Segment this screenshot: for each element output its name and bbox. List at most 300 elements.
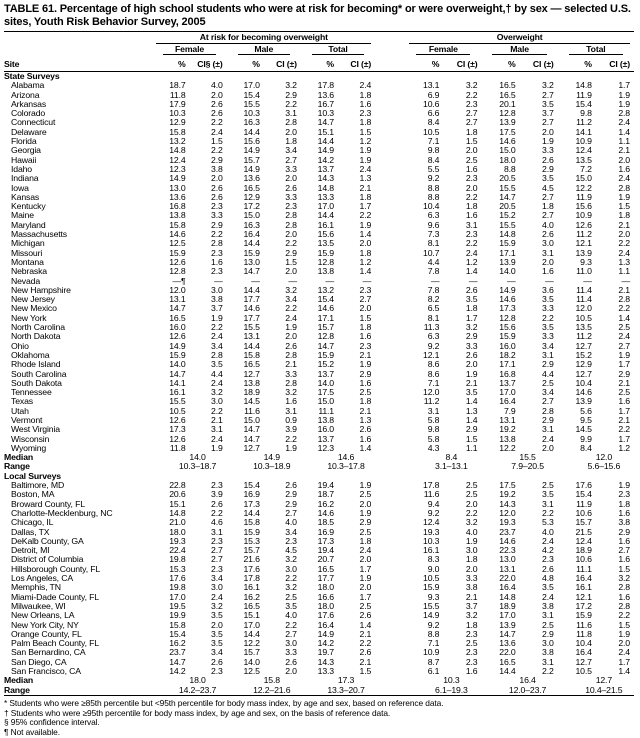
value-cell: 14.7	[499, 191, 516, 202]
value-cell: 1.8	[465, 303, 478, 314]
value-cell: 17.2	[243, 201, 260, 212]
value-cell: 10.7	[423, 247, 440, 258]
value-cell: 22.0	[499, 647, 516, 658]
value-cell: 16.4	[499, 396, 516, 407]
value-cell: 2.2	[465, 238, 478, 249]
table-row	[4, 667, 634, 676]
value-cell: 10.9	[423, 647, 440, 658]
value-cell: 1.8	[285, 136, 297, 147]
value-cell: 2.2	[285, 238, 297, 249]
value-cell: 7.1	[427, 377, 440, 388]
value-cell: 2.8	[618, 600, 630, 611]
value-cell: 2.7	[542, 191, 554, 202]
value-cell: 14.7	[317, 117, 334, 128]
value-cell: 14.4	[243, 628, 260, 639]
value-cell: 15.5	[243, 322, 260, 333]
value-cell: 3.5	[542, 294, 554, 305]
value-cell: 15.2	[317, 359, 334, 370]
value-cell: 2.2	[465, 191, 478, 202]
value-cell: 9.8	[427, 145, 440, 156]
value-cell: 17.6	[243, 563, 260, 574]
value-cell: 6.5	[427, 303, 440, 314]
spacer-cell	[375, 425, 405, 434]
value-cell: 12.9	[169, 117, 186, 128]
value-cell: —	[621, 275, 630, 286]
value-cell: 2.6	[211, 498, 223, 509]
value-cell: 2.3	[465, 647, 478, 658]
value-cell: 18.9	[575, 545, 592, 556]
value-cell: 12.1	[423, 349, 440, 360]
value-cell: 2.2	[211, 145, 223, 156]
table-row	[4, 444, 634, 453]
value-cell: 1.7	[618, 433, 630, 444]
spacer-cell	[375, 184, 405, 193]
value-cell: 19.3	[169, 535, 186, 546]
value-cell: 14.6	[169, 229, 186, 240]
value-cell: 3.8	[618, 517, 630, 528]
value-cell: 12.7	[243, 442, 260, 453]
site-cell: Baltimore, MD	[11, 480, 65, 491]
value-cell: 3.2	[465, 80, 478, 91]
value-cell: 11.8	[169, 89, 186, 100]
value-cell: 14.4	[243, 507, 260, 518]
spacer-cell	[375, 286, 405, 295]
spacer-cell	[375, 91, 405, 100]
value-cell: 3.2	[542, 80, 554, 91]
value-cell: 16.3	[243, 219, 260, 230]
value-cell: 2.4	[618, 247, 630, 258]
value-cell: 13.6	[499, 638, 516, 649]
spacer-cell	[375, 630, 405, 639]
value-cell: 3.2	[285, 554, 297, 565]
value-cell: 4.6	[211, 517, 223, 528]
value-cell: 3.2	[465, 322, 478, 333]
value-cell: 17.3	[169, 424, 186, 435]
value-cell: 17.5	[499, 126, 516, 137]
value-cell: 3.8	[542, 600, 554, 611]
spacer-cell	[375, 686, 405, 696]
value-cell: 17.6	[169, 573, 186, 584]
site-cell: Wyoming	[11, 442, 47, 453]
site-cell: Alabama	[11, 80, 45, 91]
value-cell: 1.5	[285, 256, 297, 267]
value-cell: 6.3	[427, 331, 440, 342]
value-cell: 12.6	[169, 256, 186, 267]
value-cell: 1.9	[465, 535, 478, 546]
value-cell: 2.8	[285, 117, 297, 128]
value-cell: 2.3	[359, 340, 372, 351]
value-cell: 2.7	[285, 507, 297, 518]
value-cell: 10.6	[423, 98, 440, 109]
value-cell: 1.4	[465, 266, 478, 277]
value-cell: 23.7	[169, 647, 186, 658]
value-cell: 15.7	[317, 322, 334, 333]
value-cell: 2.9	[542, 628, 554, 639]
site-cell: Wisconsin	[11, 433, 50, 444]
value-cell: 14.0	[317, 377, 334, 388]
value-cell: 17.3	[317, 535, 334, 546]
value-cell: 1.8	[465, 619, 478, 630]
value-cell: 16.1	[243, 582, 260, 593]
value-cell: 3.3	[542, 145, 554, 156]
value-cell: 14.7	[243, 424, 260, 435]
value-cell: 3.2	[285, 582, 297, 593]
value-cell: 1.9	[359, 573, 372, 584]
value-cell: 14.6	[499, 535, 516, 546]
spacer-cell	[375, 146, 405, 155]
value-cell: 12.6	[169, 414, 186, 425]
value-cell: 2.2	[285, 303, 297, 314]
value-cell: 2.9	[542, 359, 554, 370]
value-cell: 2.7	[542, 210, 554, 221]
value-cell: 11.6	[423, 489, 440, 500]
value-cell: 15.7	[243, 154, 260, 165]
value-cell: 8.1	[427, 312, 440, 323]
value-cell: 1.6	[465, 666, 478, 676]
value-cell: 16.4	[317, 619, 334, 630]
value-cell: 18.2	[499, 349, 516, 360]
value-cell: 2.3	[211, 563, 223, 574]
value-cell: 17.3	[337, 675, 355, 686]
value-cell: 9.2	[427, 619, 440, 630]
value-cell: 2.3	[211, 666, 223, 676]
value-cell: 16.6	[317, 591, 334, 602]
value-cell: 15.1	[169, 498, 186, 509]
value-cell: 10.9	[575, 210, 592, 221]
value-cell: 1.4	[359, 442, 372, 453]
site-cell: San Bernardino, CA	[11, 647, 86, 658]
value-cell: 1.1	[618, 266, 630, 277]
value-cell: 3.3	[285, 368, 297, 379]
site-cell: Massachusetts	[11, 229, 67, 240]
value-cell: 4.2	[542, 545, 554, 556]
value-cell: 3.4	[542, 387, 554, 398]
value-cell: 2.7	[465, 108, 478, 119]
footnote-ci: § 95% confidence interval.	[4, 717, 100, 728]
value-cell: 12.0–23.7	[508, 684, 547, 695]
value-cell: 2.1	[359, 628, 372, 639]
site-cell: New Hampshire	[11, 284, 71, 295]
value-cell: 3.1	[285, 108, 297, 119]
value-cell: 2.5	[465, 480, 478, 491]
value-cell: 13.2	[317, 284, 334, 295]
value-cell: 3.5	[211, 359, 223, 370]
stat-label: Median	[4, 675, 34, 686]
value-cell: 1.3	[618, 256, 630, 267]
value-cell: 1.9	[618, 628, 630, 639]
value-cell: 10.3–18.9	[253, 461, 291, 472]
value-cell: 16.5	[317, 563, 334, 574]
value-cell: 22.3	[499, 545, 516, 556]
value-cell: 1.9	[211, 312, 223, 323]
value-cell: 15.6	[575, 201, 592, 212]
value-cell: 3.9	[211, 489, 223, 500]
value-cell: 1.6	[542, 266, 554, 277]
value-cell: 2.4	[211, 433, 223, 444]
value-cell: 2.4	[211, 126, 223, 137]
value-cell: 14.7	[317, 340, 334, 351]
spacer-cell	[375, 156, 405, 165]
value-cell: 3.7	[211, 303, 223, 314]
value-cell: 2.9	[359, 517, 372, 528]
value-cell: 16.5	[499, 89, 516, 100]
value-cell: 12.7	[595, 675, 612, 686]
value-cell: 14.6	[317, 303, 334, 314]
value-cell: 14.7	[169, 368, 186, 379]
value-cell: 4.4	[211, 368, 223, 379]
site-cell: North Dakota	[11, 331, 61, 342]
value-cell: 13.8	[499, 433, 516, 444]
value-cell: 23.7	[499, 526, 516, 537]
value-cell: 3.0	[285, 638, 297, 649]
value-cell: 1.4	[618, 312, 630, 323]
footnote-overweight-definition: † Students who were ≥95th percentile for body mass index, by age and sex, on the basis of reference data.	[4, 707, 391, 718]
value-cell: 2.4	[359, 80, 372, 91]
ci-header: CI (±)	[596, 55, 634, 72]
value-cell: 3.1	[427, 405, 440, 416]
section-label: State Surveys	[4, 71, 60, 81]
value-cell: —¶	[172, 275, 186, 286]
value-cell: 3.0	[211, 582, 223, 593]
value-cell: 2.9	[285, 498, 297, 509]
value-cell: 2.0	[359, 238, 372, 249]
value-cell: 14.9	[169, 173, 186, 184]
value-cell: 15.6	[317, 229, 334, 240]
value-cell: 1.9	[542, 136, 554, 147]
value-cell: 10.5	[169, 405, 186, 416]
value-cell: 6.1	[427, 666, 440, 676]
spacer-cell	[375, 323, 405, 332]
spacer-cell	[375, 435, 405, 444]
value-cell: 1.8	[359, 117, 372, 128]
value-cell: 12.0	[499, 507, 516, 518]
site-cell: Montana	[11, 256, 44, 267]
value-cell: 2.9	[285, 89, 297, 100]
value-cell: 18.0	[317, 600, 334, 611]
value-cell: 2.8	[618, 182, 630, 193]
value-cell: 8.4	[445, 452, 458, 463]
value-cell: 15.9	[243, 247, 260, 258]
value-cell: 1.1	[618, 136, 630, 147]
value-cell: 3.8	[465, 582, 478, 593]
value-cell: 14.6	[337, 452, 355, 463]
site-cell: West Virginia	[11, 424, 60, 435]
value-cell: 16.1	[317, 219, 334, 230]
site-cell: Vermont	[11, 414, 43, 425]
value-cell: 2.4	[542, 535, 554, 546]
value-cell: 11.2	[423, 396, 440, 407]
value-cell: 15.9	[499, 238, 516, 249]
value-cell: 1.4	[465, 396, 478, 407]
value-cell: 9.3	[580, 256, 592, 267]
value-cell: 14.3	[317, 173, 334, 184]
spacer-cell	[375, 109, 405, 118]
value-cell: 16.1	[423, 545, 440, 556]
value-cell: 2.9	[618, 526, 630, 537]
value-cell: 15.4	[317, 294, 334, 305]
value-cell: 14.0	[499, 266, 516, 277]
spacer-cell	[375, 397, 405, 406]
value-cell: 12.2–21.6	[253, 684, 291, 695]
spacer-cell	[375, 193, 405, 202]
site-cell: Chicago, IL	[11, 517, 54, 528]
value-cell: 14.6	[243, 303, 260, 314]
value-cell: 2.0	[542, 442, 554, 453]
value-cell: 12.8	[317, 331, 334, 342]
site-cell: New York City, NY	[11, 619, 79, 630]
value-cell: 2.1	[465, 377, 478, 388]
value-cell: 2.9	[211, 154, 223, 165]
value-cell: 2.4	[618, 331, 630, 342]
spacer-cell	[375, 407, 405, 416]
site-cell: Florida	[11, 136, 37, 147]
value-cell: 3.5	[542, 173, 554, 184]
value-cell: 8.6	[427, 359, 440, 370]
value-cell: 22.8	[169, 480, 186, 491]
value-cell: 18.5	[317, 517, 334, 528]
spacer-cell	[375, 481, 405, 490]
value-cell: 19.2	[499, 424, 516, 435]
value-cell: 1.6	[618, 591, 630, 602]
value-cell: 12.7	[575, 340, 592, 351]
spacer-cell	[375, 555, 405, 564]
value-cell: 14.4	[499, 666, 516, 676]
value-cell: 15.3	[169, 563, 186, 574]
value-cell: 2.6	[211, 182, 223, 193]
value-cell: 3.7	[465, 600, 478, 611]
value-cell: 15.7	[243, 545, 260, 556]
value-cell: 17.5	[317, 387, 334, 398]
value-cell: 15.9	[169, 349, 186, 360]
value-cell: 1.5	[359, 666, 372, 676]
value-cell: 1.5	[618, 201, 630, 212]
value-cell: 5.3	[542, 517, 554, 528]
value-cell: 12.2	[499, 442, 516, 453]
value-cell: 1.9	[211, 442, 223, 453]
value-cell: 15.8	[169, 126, 186, 137]
value-cell: 2.9	[359, 368, 372, 379]
value-cell: 7.3	[427, 229, 440, 240]
spacer-cell	[375, 528, 405, 537]
value-cell: 4.8	[542, 573, 554, 584]
value-cell: 2.6	[211, 98, 223, 109]
value-cell: 3.1	[542, 610, 554, 621]
value-cell: 15.5	[519, 452, 536, 463]
table-row	[4, 267, 634, 276]
value-cell: —	[251, 275, 260, 286]
value-cell: 2.0	[465, 563, 478, 574]
value-cell: 2.7	[211, 545, 223, 556]
value-cell: 3.1	[285, 405, 297, 416]
value-cell: 11.9	[576, 498, 592, 509]
site-cell: Nebraska	[11, 266, 47, 277]
value-cell: 16.5	[499, 656, 516, 667]
value-cell: 7.1	[427, 136, 440, 147]
value-cell: 7.2	[580, 163, 592, 174]
value-cell: 15.0	[499, 145, 516, 156]
table-body	[4, 72, 634, 696]
value-cell: 3.5	[211, 628, 223, 639]
spacer-cell	[375, 648, 405, 657]
value-cell: 16.0	[169, 322, 186, 333]
value-cell: 2.6	[285, 656, 297, 667]
value-cell: 13.8	[317, 266, 334, 277]
value-cell: 14.1	[169, 377, 186, 388]
value-cell: 3.2	[618, 573, 630, 584]
value-cell: —	[325, 275, 334, 286]
value-cell: 2.5	[618, 322, 630, 333]
value-cell: 15.5	[499, 182, 516, 193]
value-cell: 3.9	[285, 424, 297, 435]
value-cell: 2.3	[465, 173, 478, 184]
value-cell: 1.9	[359, 154, 372, 165]
value-cell: 19.5	[169, 600, 186, 611]
value-cell: 14.8	[169, 507, 186, 518]
subgroup-total-overweight: Total	[558, 44, 634, 55]
value-cell: 5.8	[427, 433, 440, 444]
value-cell: 3.4	[285, 526, 297, 537]
value-cell: 17.5	[499, 480, 516, 491]
spacer-cell	[375, 621, 405, 630]
value-cell: 12.0	[575, 303, 592, 314]
value-cell: 4.0	[465, 526, 478, 537]
value-cell: 2.2	[211, 405, 223, 416]
spacer-cell	[375, 565, 405, 574]
value-cell: 3.2	[285, 284, 297, 295]
value-cell: 6.6	[427, 108, 440, 119]
value-cell: 13.3	[317, 666, 334, 676]
site-cell: Charlotte-Mecklenburg, NC	[11, 507, 113, 518]
site-cell: New Jersey	[11, 294, 55, 305]
value-cell: 3.6	[542, 284, 554, 295]
value-cell: 15.9	[243, 526, 260, 537]
value-cell: 22.0	[499, 573, 516, 584]
value-cell: 17.0	[243, 80, 260, 91]
spacer-cell	[375, 100, 405, 109]
spacer-cell	[375, 295, 405, 304]
value-cell: 14.5	[243, 396, 260, 407]
value-cell: 16.4	[243, 229, 260, 240]
value-cell: 11.6	[576, 619, 592, 630]
value-cell: 15.1	[243, 610, 260, 621]
value-cell: 1.6	[618, 396, 630, 407]
value-cell: 2.0	[618, 154, 630, 165]
value-cell: 2.7	[542, 396, 554, 407]
spacer-cell	[375, 304, 405, 313]
spacer-cell	[375, 500, 405, 509]
site-cell: Palm Beach County, FL	[11, 638, 99, 649]
stat-label: Range	[4, 684, 30, 695]
value-cell: 14.0	[243, 656, 260, 667]
spacer-cell	[375, 379, 405, 388]
value-cell: 17.7	[243, 294, 260, 305]
value-cell: 2.3	[465, 656, 478, 667]
value-cell: 8.8	[503, 163, 516, 174]
value-cell: 1.8	[359, 191, 372, 202]
value-cell: —	[288, 275, 297, 286]
value-cell: 1.9	[618, 349, 630, 360]
spacer-cell	[375, 118, 405, 127]
value-cell: 17.0	[499, 387, 516, 398]
site-cell: Rhode Island	[11, 359, 61, 370]
value-cell: 10.4	[575, 377, 592, 388]
value-cell: 21.5	[575, 526, 592, 537]
value-cell: 1.5	[618, 563, 630, 574]
value-cell: 2.0	[465, 182, 478, 193]
value-cell: 16.2	[317, 498, 334, 509]
site-cell: Ohio	[11, 340, 29, 351]
value-cell: 2.4	[465, 247, 478, 258]
